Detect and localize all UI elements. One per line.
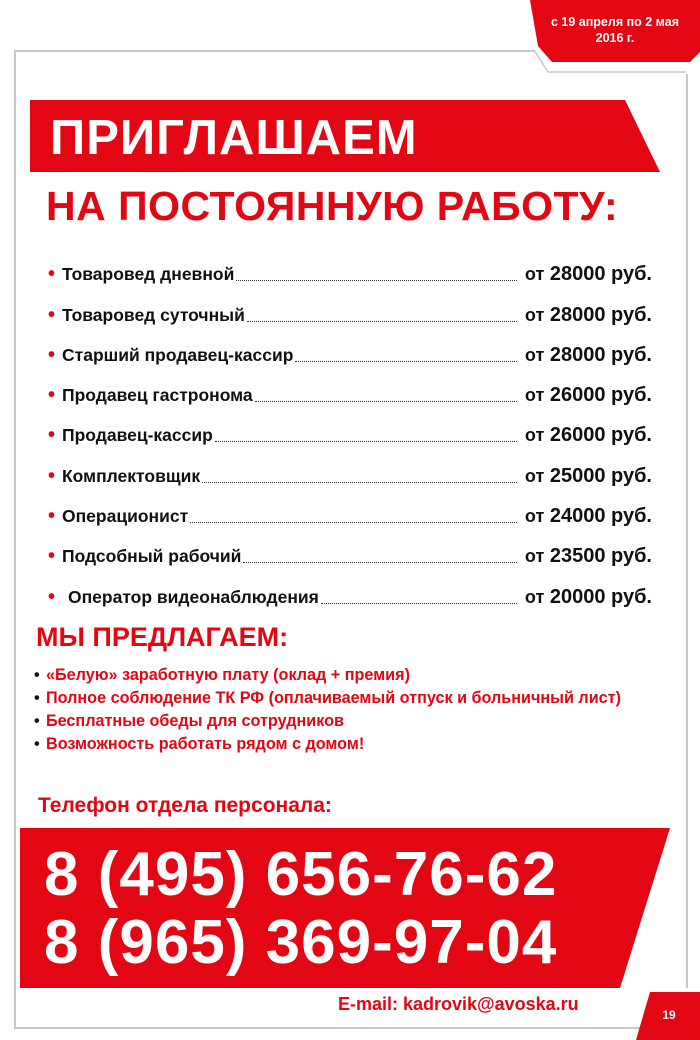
- phone-number-2[interactable]: 8 (965) 369-97-04: [44, 908, 558, 977]
- dot-leader: [202, 481, 517, 483]
- date-range: с 19 апреля по 2 мая 2016 г.: [550, 15, 679, 45]
- job-title: Старший продавец-кассир: [62, 344, 294, 365]
- dot-leader: [255, 400, 517, 402]
- job-title: Товаровед дневной: [62, 264, 235, 285]
- offers-heading: МЫ ПРЕДЛАГАЕМ:: [36, 622, 289, 652]
- list-item: • «Белую» заработную плату (оклад + премия): [34, 664, 684, 687]
- left-frame-line: [14, 50, 16, 1028]
- bullet-icon: •: [48, 303, 56, 326]
- page-title: ПРИГЛАШАЕМ: [50, 111, 418, 165]
- list-item: [48, 447, 652, 487]
- bullet-icon: •: [34, 712, 40, 730]
- job-title: Товаровед суточный: [62, 304, 245, 325]
- job-title: Подсобный рабочий: [62, 546, 242, 567]
- page-subtitle: НА ПОСТОЯННУЮ РАБОТУ:: [46, 183, 619, 229]
- job-title: Комплектовщик: [62, 465, 201, 486]
- list-item: [48, 488, 652, 528]
- job-salary: от 28000 руб.: [524, 263, 652, 286]
- list-item: • Возможность работать рядом с домом!: [34, 733, 684, 756]
- bullet-icon: •: [48, 343, 56, 366]
- list-item: [48, 286, 652, 326]
- list-item: [48, 407, 652, 447]
- list-item: [48, 327, 652, 367]
- dot-leader: [247, 320, 517, 322]
- job-title: Продавец гастронома: [62, 385, 253, 406]
- job-salary: от 25000 руб.: [524, 464, 652, 487]
- job-salary: от 26000 руб.: [524, 384, 652, 407]
- dot-leader: [243, 561, 516, 563]
- bullet-icon: •: [48, 545, 56, 568]
- list-item: [48, 568, 652, 608]
- list-item: • Полное соблюдение ТК РФ (оплачиваемый отпуск и больничный лист): [34, 687, 684, 710]
- right-frame-line: [686, 74, 688, 988]
- bullet-icon: •: [48, 384, 56, 407]
- bottom-frame-line: [14, 1027, 644, 1029]
- job-salary: от 20000 руб.: [524, 585, 652, 608]
- list-item: [48, 367, 652, 407]
- job-salary: от 24000 руб.: [524, 505, 652, 528]
- phone-number-1[interactable]: 8 (495) 656-76-62: [44, 840, 558, 909]
- bullet-icon: •: [48, 424, 56, 447]
- bullet-icon: •: [48, 505, 56, 528]
- dot-leader: [321, 602, 517, 604]
- job-salary: от 28000 руб.: [524, 343, 652, 366]
- dot-leader: [236, 279, 517, 281]
- bullet-icon: •: [34, 666, 40, 684]
- list-item: • Бесплатные обеды для сотрудников: [34, 710, 684, 733]
- top-frame-line: [14, 50, 534, 52]
- email-link[interactable]: E-mail: kadrovik@avoska.ru: [338, 994, 579, 1014]
- dot-leader: [295, 360, 516, 362]
- job-list: [48, 246, 652, 609]
- bullet-icon: •: [34, 689, 40, 707]
- bullet-icon: •: [48, 585, 56, 608]
- bullet-icon: •: [48, 464, 56, 487]
- offers-list: [34, 664, 684, 756]
- bullet-icon: •: [48, 263, 56, 286]
- job-title: Продавец-кассир: [62, 425, 213, 446]
- job-title: Оператор видеонаблюдения: [68, 586, 319, 607]
- page-number: 19: [662, 1008, 676, 1022]
- job-salary: от 26000 руб.: [524, 424, 652, 447]
- phone-heading: Телефон отдела персонала:: [38, 794, 332, 817]
- dot-leader: [190, 521, 517, 523]
- dot-leader: [215, 440, 517, 442]
- list-item: [48, 528, 652, 568]
- job-salary: от 23500 руб.: [524, 545, 652, 568]
- job-title: Операционист: [62, 506, 189, 527]
- list-item: [48, 246, 652, 286]
- job-salary: от 28000 руб.: [524, 303, 652, 326]
- bullet-icon: •: [34, 735, 40, 753]
